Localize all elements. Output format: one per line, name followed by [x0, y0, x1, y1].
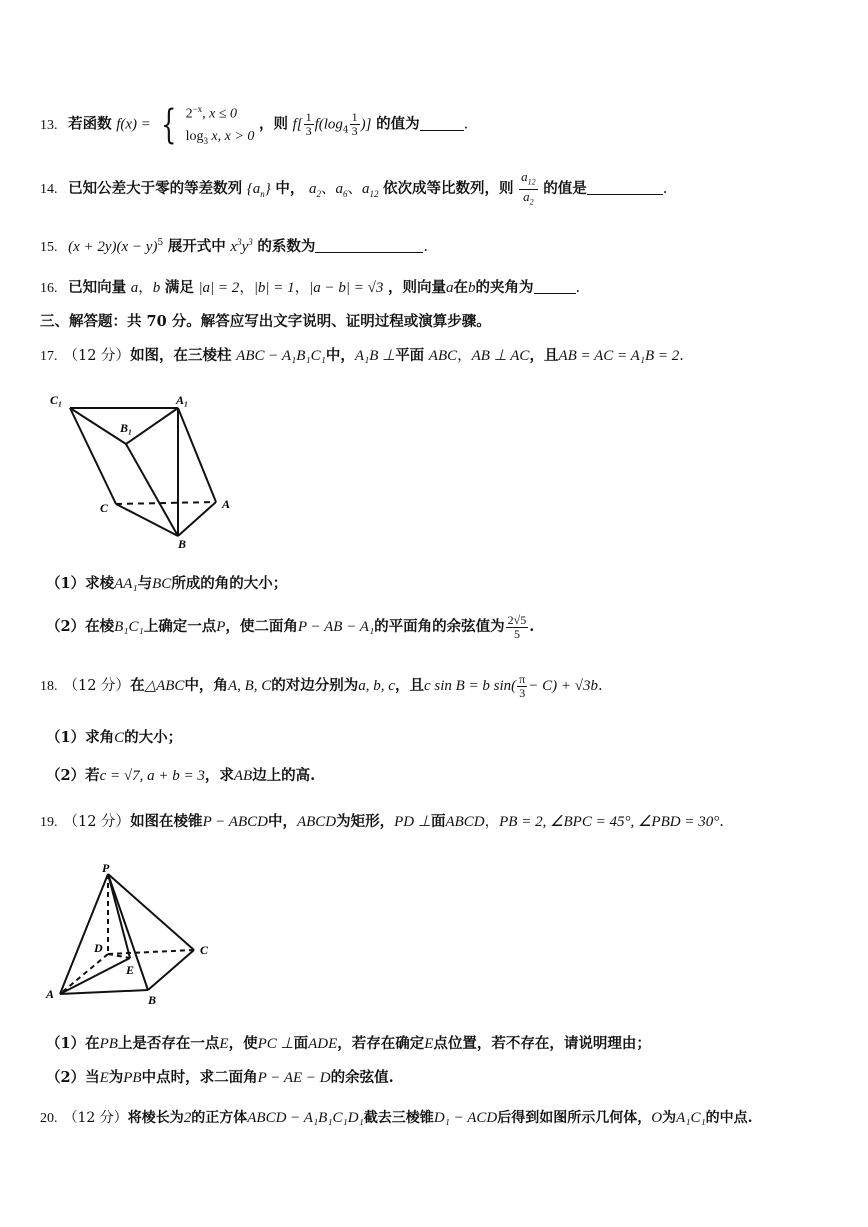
question-17-part-2: （2）在棱B₁C₁上确定一点P，使二面角P − AB − A₁的平面角的余弦值为 $\frac{2√5}{5}$ . [46, 612, 535, 641]
question-20: 20. （12 分）将棱长为2的正方体ABCD − A₁B₁C₁D₁截去三棱锥D₁ − ACD后得到如图所示几何体，O为A₁C₁的中点. [40, 1110, 753, 1126]
label-A: A [46, 987, 55, 1001]
answer-blank[interactable] [534, 279, 576, 294]
answer-blank[interactable] [587, 180, 663, 195]
label-A1: A₁ [176, 393, 189, 407]
question-14: 14. 已知公差大于零的等差数列 $\{a_n\}$ 中， $a_2$、$a_6$、$a_{12}$ 依次成等比数列，则 $\frac{a_{12}}{a_2}$ 的值是 . [40, 169, 668, 207]
question-number: 20. [40, 1111, 58, 1126]
label-D: D [94, 941, 103, 955]
question-number: 13. [40, 117, 58, 133]
question-number: 16. [40, 281, 58, 296]
question-19-part-2: （2）当E为PB中点时，求二面角P − AE − D的余弦值. [46, 1069, 394, 1086]
label-B: B [148, 993, 157, 1007]
section-heading: 三、解答题：共 70 分。解答应写出文字说明、证明过程或演算步骤。 [40, 313, 491, 330]
label-C1: C₁ [50, 393, 63, 407]
label-B: B [178, 537, 187, 550]
answer-blank[interactable] [315, 238, 423, 253]
label-E: E [126, 963, 135, 977]
label-P: P [102, 862, 110, 875]
question-18-part-1: （1）求角C的大小； [46, 729, 183, 746]
label-B1: B₁ [120, 421, 133, 435]
question-17-part-1: （1）求棱AA₁与BC所成的角的大小； [46, 575, 288, 592]
question-17: 17. （12 分）如图，在三棱柱 ABC − A₁B₁C₁中，A₁B ⊥平面 ABC，AB ⊥ AC，且AB = AC = A₁B = 2. [40, 347, 684, 364]
question-18-part-2: （2）若c = √7, a + b = 3，求AB边上的高. [46, 767, 316, 784]
label-C: C [200, 943, 209, 957]
piecewise-cases: $2^{-x}$, x ≤ 0 $\log_3 x$, x > 0 [185, 104, 255, 146]
question-19-part-1: （1）在PB上是否存在一点E，使PC ⊥面ADE，若存在确定E点位置，若不存在，请说明理由； [46, 1035, 651, 1052]
label-A: A [222, 497, 231, 511]
question-13: 13. 若函数 f(x) = { $2^{-x}$, x ≤ 0 $\log_3 x$, x > 0 ，则 f[ $\frac{1}{3}$ $f(\log_4$ $\frac{1}{3}$ )] 的值为 . [40, 98, 468, 151]
question-18: 18. （12 分）在△ABC中，角A, B, C的对边分别为a, b, c，且c sin B = b sin( $\frac{\pi}{3}$ − C) + √3b. [40, 671, 603, 700]
question-19: 19. （12 分）如图在棱锥P − ABCD中，ABCD为矩形，PD ⊥面ABCD，PB = 2, ∠BPC = 45°, ∠PBD = 30°. [40, 813, 724, 830]
prism-figure [44, 386, 244, 550]
question-number: 17. [40, 349, 58, 364]
pyramid-figure [40, 862, 220, 1010]
question-number: 18. [40, 679, 58, 694]
label-C: C [100, 501, 109, 515]
question-number: 19. [40, 815, 58, 830]
question-number: 14. [40, 182, 58, 198]
piecewise-brace: { [160, 101, 176, 148]
question-15: 15. $(x + 2y)(x - y)^5$ 展开式中 $x^3y^3$ 的系数为 . [40, 237, 428, 255]
question-16: 16. 已知向量 a，b 满足 |a| = 2，|b| = 1，|a − b| = √3 ，则向量a在b的夹角为 . [40, 279, 581, 296]
question-number: 15. [40, 240, 58, 255]
answer-blank[interactable] [420, 116, 464, 131]
